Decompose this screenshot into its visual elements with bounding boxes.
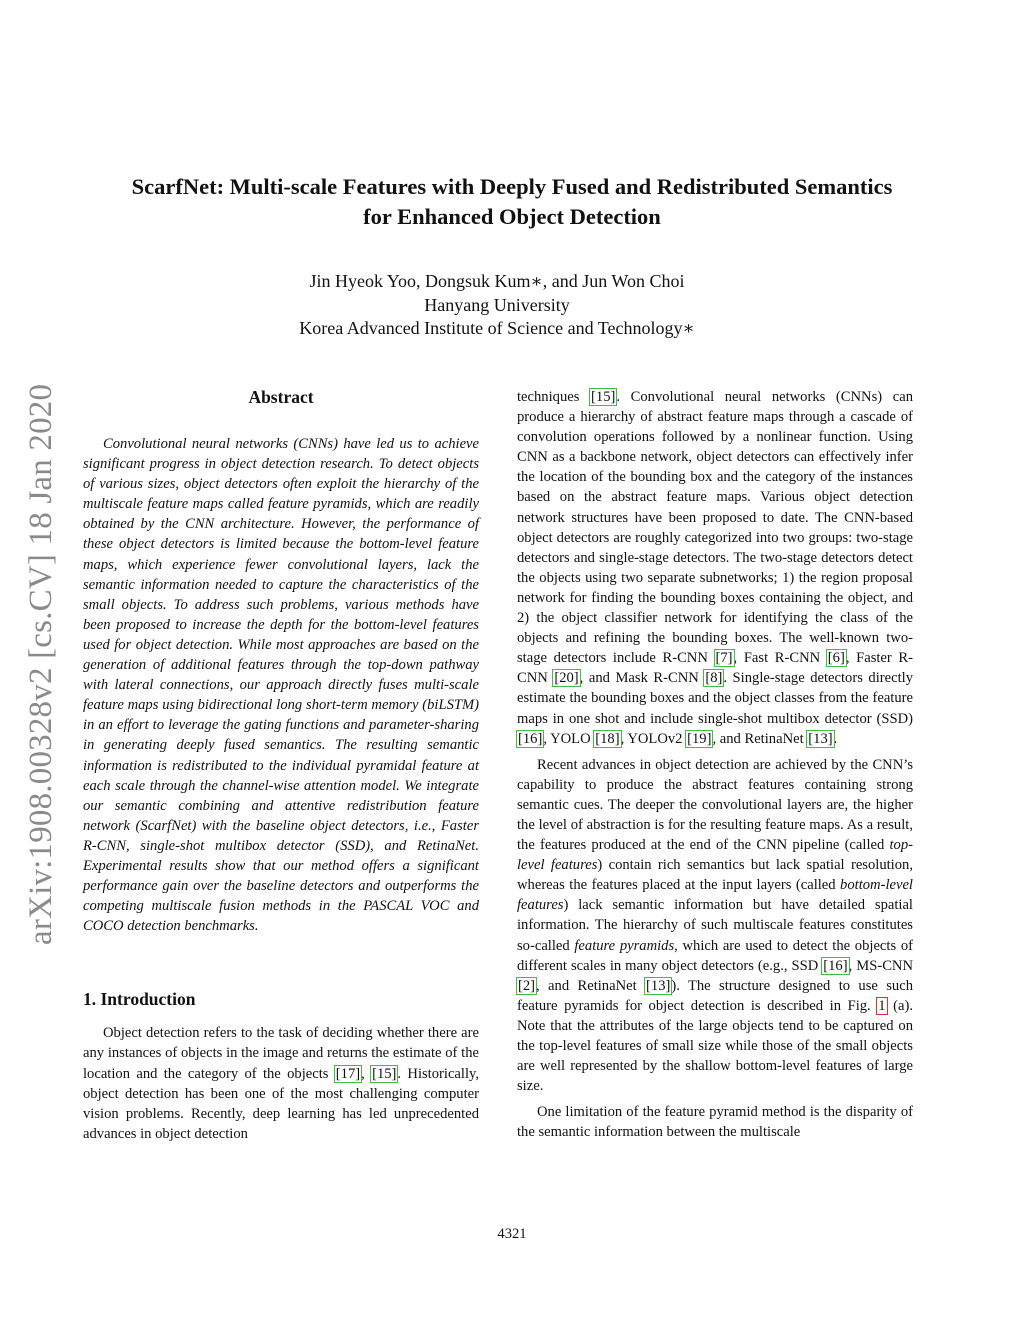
- text-run: . Convolutional neural networks (CNNs) can produce a hierarchy of abstract feature maps through a cascade of convolution operations followed by a nonlinear function. Using CNN as a backbone network, object detectors can effectively infer the location of the bounding box and the category of the instances based on the abstract feature maps. Various object detection network structures have been proposed to date. The CNN-based object detectors are roughly categorized into two groups: two-stage detectors and single-stage detectors. The two-stage detectors detect the objects using two separate subnetworks; 1) the region proposal network for finding the bounding boxes containing the object, and 2) the object classifier network for identifying the class of the objects and refining the bounding boxes. The well-known two-stage detectors include R-CNN: [517, 389, 914, 667]
- text-run: .: [833, 730, 838, 747]
- text-run: , YOLOv2: [620, 730, 687, 747]
- emphasis-feature-pyramids: feature pyramids: [574, 937, 675, 954]
- citation-18[interactable]: [18]: [595, 730, 620, 747]
- text-run: Recent advances in object detection are achieved by the CNN’s capability to produce the abstract features containing strong semantic cues. The deeper the convolutional layers are, the higher the level of abstraction is for the resulting feature maps. As a result, the features produced at the end of the CNN pipeline (called: [517, 756, 913, 854]
- emphasis-bottom-level-features: bottom-level features: [517, 877, 913, 914]
- right-column: [517, 387, 913, 1142]
- intro-paragraph-1-continued: [517, 387, 913, 749]
- intro-paragraph-3: One limitation of the feature pyramid method is the disparity of the semantic information between the multiscale: [517, 1104, 913, 1141]
- introduction-heading: 1. Introduction: [83, 989, 196, 1010]
- text-run: . Historically, object detection has been one of the most challenging computer vision problems. Recently, deep learning has led unprecedented advances in object detection: [83, 1065, 479, 1142]
- text-run: , Faster R-CNN: [517, 650, 913, 687]
- text-run: , and RetinaNet: [536, 977, 646, 994]
- citation-16[interactable]: [16]: [823, 957, 848, 974]
- text-run: , and RetinaNet: [712, 730, 808, 747]
- text-run: Object detection refers to the task of deciding whether there are any instances of objects in the image and returns the estimate of the location and the category of the objects: [83, 1025, 479, 1082]
- citation-13[interactable]: [13]: [646, 977, 671, 994]
- citation-6[interactable]: [6]: [827, 650, 845, 667]
- title-line-2: for Enhanced Object Detection: [363, 204, 661, 229]
- abstract-heading: Abstract: [248, 387, 314, 407]
- text-run: . Single-stage detectors directly estimate the bounding boxes and the object classes from the feature maps in one shot and include single-shot multibox detector (SSD): [517, 670, 913, 727]
- citation-7[interactable]: [7]: [715, 650, 733, 667]
- text-run: , MS-CNN: [848, 957, 914, 974]
- text-run: , which are used to detect the objects of different scales in many object detectors (e.g., SSD: [517, 937, 913, 974]
- text-run: , YOLO: [543, 730, 595, 747]
- intro-paragraph-1: [83, 1023, 479, 1144]
- citation-15[interactable]: [15]: [591, 389, 616, 405]
- citation-2[interactable]: [2]: [518, 977, 536, 994]
- figure-1-reference[interactable]: 1: [878, 997, 886, 1014]
- citation-19[interactable]: [19]: [687, 730, 712, 747]
- abstract-body: Convolutional neural networks (CNNs) have led us to achieve significant progress in object detection research. To detect objects of various sizes, object detectors often exploit the hierarchy of the multiscale feature maps called feature pyramids, which are readily obtained by the CNN architecture. However, the performance of these object detectors is limited because the bottom-level feature maps, which experience fewer convolutional layers, lack the semantic information needed to capture the characteristics of the small objects. To address such problems, various methods have been proposed to increase the depth for the bottom-level features used for object detection. While most approaches are based on the generation of additional features through the top-down pathway with lateral connections, our approach directly fuses multi-scale feature maps using bidirectional long short-term memory (biLSTM) in an effort to leverage the gating functions and parameter-sharing in generating deeply fused semantics. The resulting semantic information is redistributed to the individual pyramidal feature at each scale through the channel-wise attention model. We integrate our semantic combining and attentive redistribution feature network (ScarfNet) with the baseline object detectors, i.e., Faster R-CNN, single-shot multibox detector (SSD), and RetinaNet. Experimental results show that our method offers a significant performance gain over the baseline detectors and outperforms the competing multiscale fusion methods in the PASCAL VOC and COCO detection benchmarks.: [83, 436, 479, 935]
- affiliation-hanyang: Hanyang University: [424, 294, 570, 315]
- citation-17[interactable]: [17]: [335, 1065, 361, 1082]
- citation-16[interactable]: [16]: [518, 730, 543, 747]
- citation-15[interactable]: [15]: [372, 1065, 397, 1082]
- paper-title: [60, 172, 964, 232]
- title-line-1: ScarfNet: Multi-scale Features with Deeply Fused and Redistributed Semantics: [131, 174, 893, 199]
- text-run: ,: [361, 1065, 372, 1082]
- affiliation-kaist: Korea Advanced Institute of Science and Technology∗: [299, 318, 695, 338]
- text-run: techniques: [517, 389, 591, 405]
- text-run: ) contain rich semantics but lack spatial resolution, whereas the features placed at the input layers (called: [517, 857, 913, 894]
- text-run: , and Mask R-CNN: [579, 670, 705, 687]
- author-names: Jin Hyeok Yoo, Dongsuk Kum∗, and Jun Won Choi: [309, 271, 685, 291]
- text-run: ). The structure designed to use such feature pyramids for object detection is described in Fig.: [517, 977, 913, 1014]
- citation-20[interactable]: [20]: [554, 670, 579, 687]
- arxiv-stamp: arXiv:1908.00328v2 [cs.CV] 18 Jan 2020: [23, 383, 59, 945]
- author-block: [200, 270, 794, 341]
- left-column: [83, 385, 479, 1144]
- page-number: 4321: [497, 1226, 527, 1242]
- text-run: ) lack semantic information but have detailed spatial information. The hierarchy of such multiscale features constitutes so-called: [517, 897, 913, 954]
- text-run: , Fast R-CNN: [733, 650, 827, 667]
- intro-paragraph-2: [517, 755, 913, 1097]
- text-run: (a). Note that the attributes of the large objects tend to be captured on the top-level features of small size while those of the small objects are well represented by the shallow bottom-level features of large size.: [517, 997, 913, 1095]
- emphasis-top-level-features: top-level features: [517, 837, 913, 874]
- citation-13[interactable]: [13]: [808, 730, 833, 747]
- citation-8[interactable]: [8]: [705, 670, 723, 687]
